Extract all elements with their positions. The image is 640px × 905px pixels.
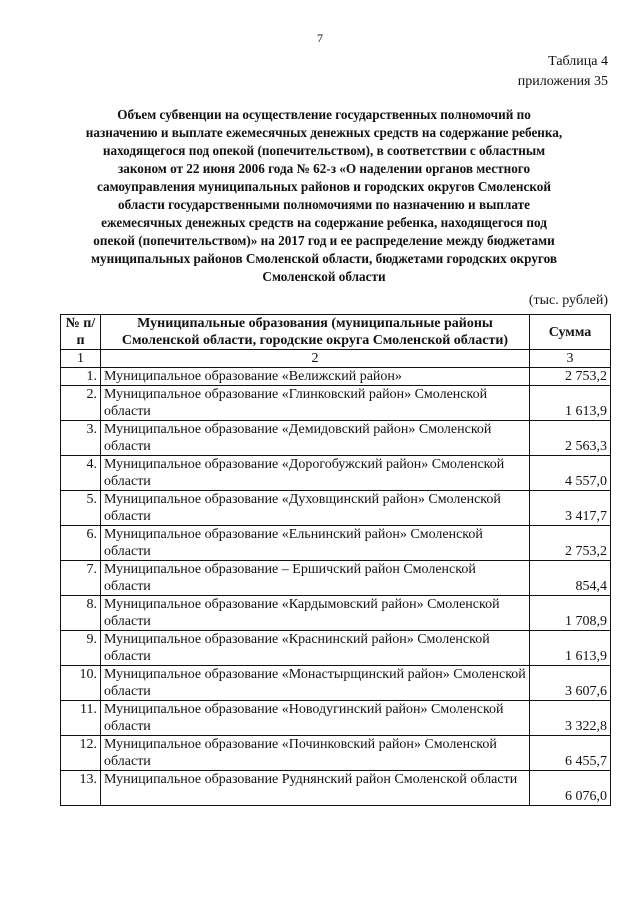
row-number: 12.	[61, 736, 101, 771]
table-caption	[518, 52, 608, 92]
subvention-amount: 3 322,8	[530, 701, 611, 736]
row-number: 2.	[61, 386, 101, 421]
table-row	[61, 596, 611, 631]
municipality-name: Муниципальное образование «Новодугинский район» Смоленской области	[101, 701, 530, 736]
header-sum: Сумма	[530, 315, 611, 350]
table-row	[61, 368, 611, 386]
subvention-amount: 6 455,7	[530, 736, 611, 771]
subvention-amount: 3 417,7	[530, 491, 611, 526]
municipality-name: Муниципальное образование «Демидовский район» Смоленской области	[101, 421, 530, 456]
title-line: находящегося под опекой (попечительством), в соответствии с областным	[102, 143, 546, 158]
subvention-amount: 2 753,2	[530, 526, 611, 561]
row-number: 13.	[61, 771, 101, 806]
table-row	[61, 526, 611, 561]
subvention-amount: 1 708,9	[530, 596, 611, 631]
title-line: назначению и выплате ежемесячных денежных средств на содержание ребенка,	[85, 125, 563, 140]
row-number: 1.	[61, 368, 101, 386]
municipality-name: Муниципальное образование «Монастырщинский район» Смоленской области	[101, 666, 530, 701]
table-row	[61, 491, 611, 526]
header-number: № п/п	[61, 315, 101, 350]
title-line: ежемесячных денежных средств на содержание ребенка, находящегося под	[101, 215, 547, 230]
caption-appendix-label: приложения 35	[517, 74, 608, 89]
table-row	[61, 631, 611, 666]
table-row	[61, 736, 611, 771]
table-row	[61, 386, 611, 421]
row-number: 9.	[61, 631, 101, 666]
title-line: муниципальных районов Смоленской области, бюджетами городских округов	[91, 251, 557, 266]
document-title	[62, 106, 586, 286]
municipality-name: Муниципальное образование «Духовщинский район» Смоленской области	[101, 491, 530, 526]
table-row	[61, 701, 611, 736]
title-line: опекой (попечительством)» на 2017 год и ее распределение между бюджетами	[93, 233, 555, 248]
table-header-row	[61, 315, 611, 350]
title-line: области государственными полномочиями по назначению и выплате	[118, 197, 530, 212]
column-index: 3	[530, 350, 611, 368]
column-index: 2	[101, 350, 530, 368]
row-number: 11.	[61, 701, 101, 736]
row-number: 8.	[61, 596, 101, 631]
row-number: 4.	[61, 456, 101, 491]
municipality-name: Муниципальное образование «Глинковский район» Смоленской области	[101, 386, 530, 421]
table-row	[61, 421, 611, 456]
column-index-row	[61, 350, 611, 368]
row-number: 3.	[61, 421, 101, 456]
municipality-name: Муниципальное образование «Ельнинский район» Смоленской области	[101, 526, 530, 561]
title-line: Смоленской области	[262, 269, 386, 284]
units-label: (тыс. рублей)	[528, 293, 608, 308]
header-municipality: Муниципальные образования (муниципальные районы Смоленской области, городские округа Смоленской области)	[101, 315, 530, 350]
table-row	[61, 666, 611, 701]
municipality-name: Муниципальное образование «Дорогобужский район» Смоленской области	[101, 456, 530, 491]
subvention-amount: 1 613,9	[530, 386, 611, 421]
municipality-name: Муниципальное образование «Велижский район»	[101, 368, 530, 386]
row-number: 10.	[61, 666, 101, 701]
subvention-amount: 3 607,6	[530, 666, 611, 701]
title-line: самоуправления муниципальных районов и городских округов Смоленской	[97, 179, 551, 194]
row-number: 6.	[61, 526, 101, 561]
municipality-name: Муниципальное образование «Краснинский район» Смоленской области	[101, 631, 530, 666]
title-line: законом от 22 июня 2006 года № 62-з «О наделении органов местного	[117, 161, 531, 176]
municipality-name: Муниципальное образование Руднянский район Смоленской области	[101, 771, 530, 806]
table-row	[61, 456, 611, 491]
title-line: Объем субвенции на осуществление государственных полномочий по	[117, 107, 531, 122]
caption-table-label: Таблица 4	[548, 54, 608, 69]
subvention-amount: 6 076,0	[530, 771, 611, 806]
municipality-name: Муниципальное образование «Кардымовский район» Смоленской области	[101, 596, 530, 631]
table-row	[61, 771, 611, 806]
municipality-name: Муниципальное образование «Починковский район» Смоленской области	[101, 736, 530, 771]
row-number: 7.	[61, 561, 101, 596]
municipality-name: Муниципальное образование – Ершичский район Смоленской области	[101, 561, 530, 596]
subvention-table	[60, 314, 611, 806]
table-row	[61, 561, 611, 596]
column-index: 1	[61, 350, 101, 368]
subvention-amount: 1 613,9	[530, 631, 611, 666]
subvention-amount: 4 557,0	[530, 456, 611, 491]
subvention-amount: 2 753,2	[530, 368, 611, 386]
subvention-amount: 2 563,3	[530, 421, 611, 456]
subvention-amount: 854,4	[530, 561, 611, 596]
row-number: 5.	[61, 491, 101, 526]
page-number: 7	[317, 31, 323, 45]
